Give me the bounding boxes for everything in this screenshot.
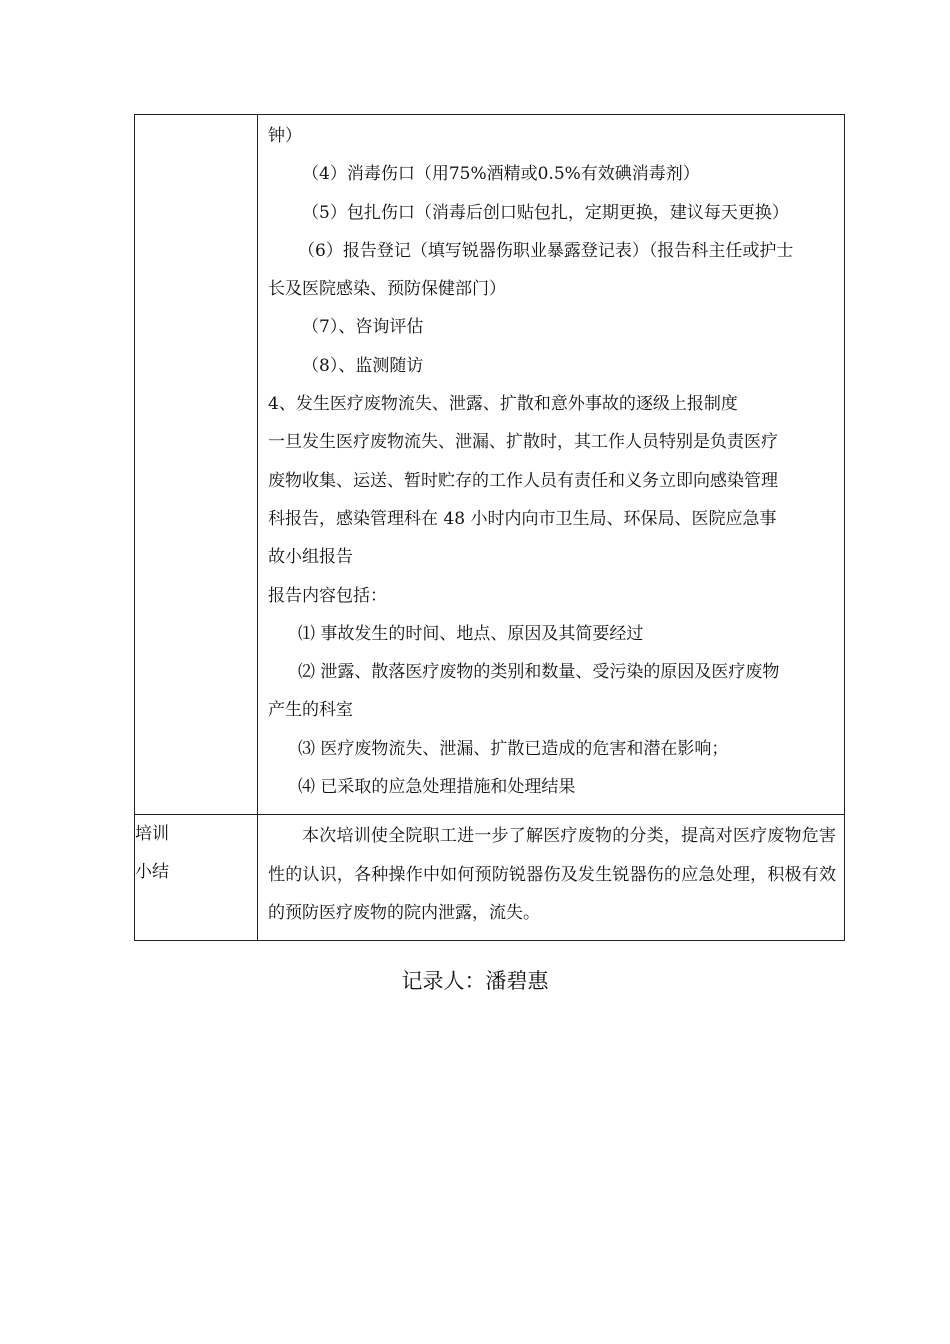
content-line: （8）、监测随访 bbox=[302, 355, 424, 376]
content-cell bbox=[258, 115, 845, 815]
content-line: 故小组报告 bbox=[268, 547, 353, 568]
content-line: 长及医院感染、预防保健部门） bbox=[268, 279, 506, 300]
summary-row bbox=[135, 815, 845, 941]
content-line: 钟） bbox=[268, 126, 302, 146]
content-line: （4）消毒伤口（用75%酒精或0.5%有效碘消毒剂） bbox=[302, 164, 700, 185]
content-line: （5）包扎伤口（消毒后创口贴包扎，定期更换，建议每天更换） bbox=[302, 202, 789, 223]
content-line: 科报告，感染管理科在 48 小时内向市卫生局、环保局、医院应急事 bbox=[268, 508, 777, 529]
content-line: 报告内容包括： bbox=[268, 585, 387, 606]
content-line: ⑶ 医疗废物流失、泄漏、扩散已造成的危害和潜在影响； bbox=[298, 738, 729, 759]
content-line: ⑴ 事故发生的时间、地点、原因及其简要经过 bbox=[298, 623, 644, 644]
content-lines bbox=[258, 115, 844, 814]
summary-label-line2: 小结 bbox=[135, 862, 169, 883]
content-line: 4、发生医疗废物流失、泄露、扩散和意外事故的逐级上报制度 bbox=[268, 394, 738, 415]
summary-label-cell bbox=[135, 815, 258, 941]
recorder-signature: 记录人：潘碧惠 bbox=[401, 969, 549, 993]
summary-text: 本次培训使全院职工进一步了解医疗废物的分类，提高对医疗废物危害性的认识，各种操作中如何预防锐器伤及发生锐器伤的应急处理，积极有效的预防医疗废物的院内泄露，流失。 bbox=[268, 826, 836, 923]
content-line: ⑷ 已采取的应急处理措施和处理结果 bbox=[298, 777, 576, 798]
content-line: 产生的科室 bbox=[268, 700, 353, 721]
content-line: ⑵ 泄露、散落医疗废物的类别和数量、受污染的原因及医疗废物 bbox=[298, 662, 780, 683]
content-line: 废物收集、运送、暂时贮存的工作人员有责任和义务立即向感染管理 bbox=[268, 470, 778, 491]
summary-cell bbox=[258, 815, 845, 941]
summary-label-line1: 培训 bbox=[135, 824, 169, 845]
empty-label-cell bbox=[135, 115, 258, 815]
content-line: （7）、咨询评估 bbox=[302, 317, 424, 338]
record-table bbox=[134, 114, 845, 941]
content-row bbox=[135, 115, 845, 815]
content-line: 一旦发生医疗废物流失、泄漏、扩散时，其工作人员特别是负责医疗 bbox=[268, 432, 778, 453]
content-line: （6）报告登记（填写锐器伤职业暴露登记表）（报告科主任或护士 bbox=[298, 240, 794, 261]
